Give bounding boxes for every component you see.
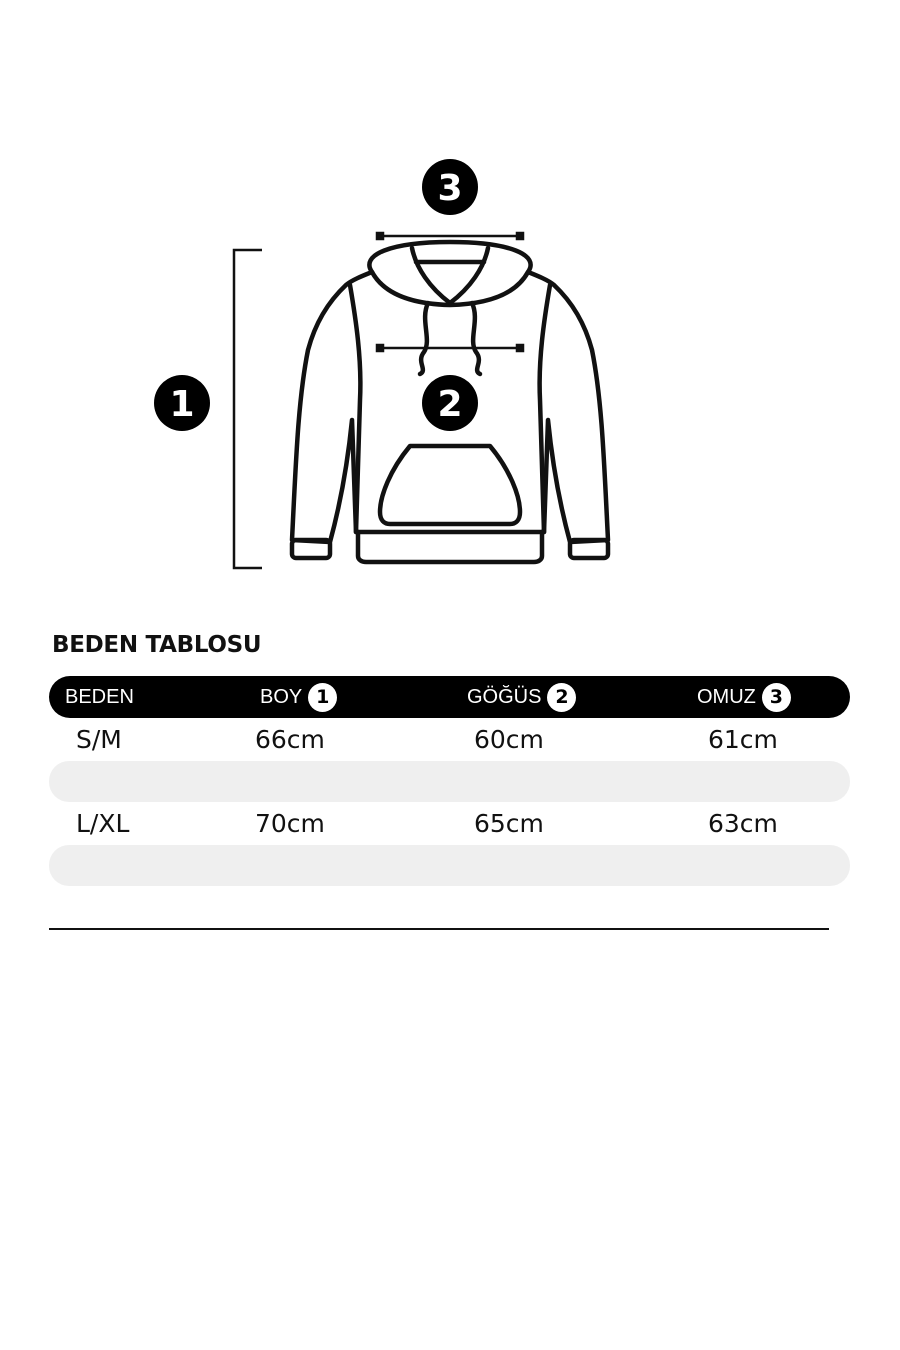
drawstring-right <box>472 303 480 374</box>
drawstring-left <box>420 303 428 374</box>
chest-number-badge: 2 <box>547 683 576 712</box>
row-1-shoulder: 61cm <box>708 725 778 754</box>
row-2-chest: 65cm <box>474 809 544 838</box>
hoodie-measurement-diagram <box>0 0 900 600</box>
header-shoulder: OMUZ 3 <box>697 676 791 718</box>
hood-outline <box>369 242 530 305</box>
badge-shoulder <box>422 159 478 215</box>
length-measure-bracket <box>234 250 262 568</box>
shoulder-number-badge: 3 <box>762 683 791 712</box>
sleeve-seam-left <box>350 285 360 532</box>
badge-length <box>154 375 210 431</box>
kangaroo-pocket <box>380 446 520 524</box>
hood-inner-v <box>412 248 488 303</box>
row-2-length: 70cm <box>255 809 325 838</box>
header-length: BOY 1 <box>260 676 337 718</box>
sleeve-seam-right <box>540 285 550 532</box>
row-separator-stripe <box>49 845 850 886</box>
size-table-header <box>49 676 850 718</box>
row-1-length: 66cm <box>255 725 325 754</box>
svg-text:1: 1 <box>169 384 195 425</box>
svg-text:2: 2 <box>437 384 463 425</box>
waistband <box>358 532 542 562</box>
header-size: BEDEN <box>65 685 134 708</box>
header-chest: GÖĞÜS 2 <box>467 676 576 718</box>
row-2-shoulder: 63cm <box>708 809 778 838</box>
row-separator-stripe <box>49 761 850 802</box>
table-bottom-rule <box>49 928 829 930</box>
size-table-title: BEDEN TABLOSU <box>52 632 262 658</box>
badge-chest <box>422 375 478 431</box>
length-number-badge: 1 <box>308 683 337 712</box>
svg-text:3: 3 <box>437 168 463 209</box>
row-1-size: S/M <box>76 725 122 754</box>
row-2-size: L/XL <box>76 809 130 838</box>
row-1-chest: 60cm <box>474 725 544 754</box>
